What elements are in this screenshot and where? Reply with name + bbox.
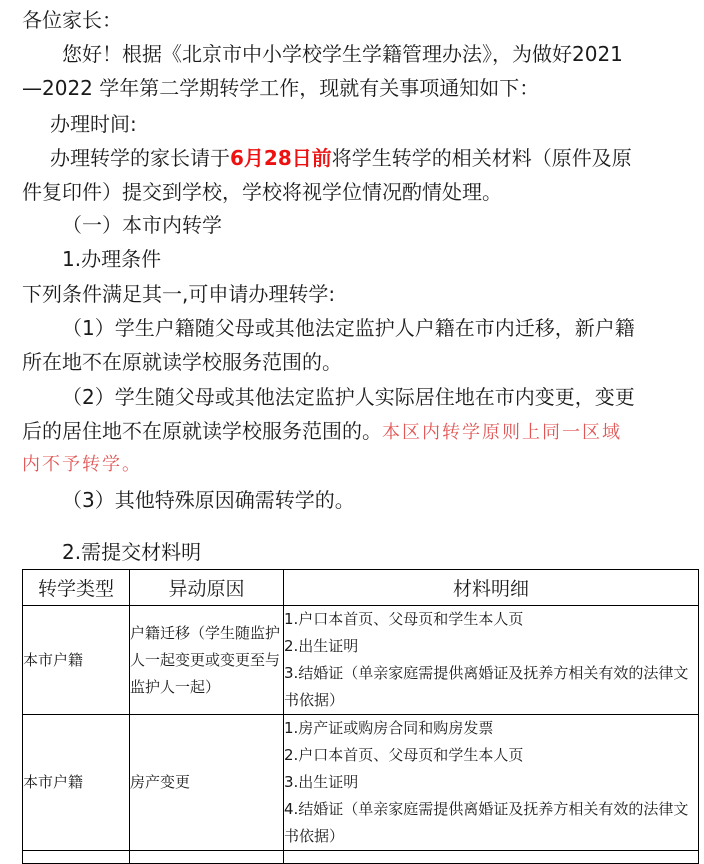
transfer-type-cell: 本市户籍 (23, 606, 130, 715)
table-row (23, 606, 699, 715)
materials-heading: 2.需提交材料明 (62, 540, 202, 564)
condition-2-line-2 (22, 414, 622, 450)
deadline-line-1 (50, 141, 632, 175)
condition-2-note-red: 本区内转学原则上同一区域 (382, 422, 622, 443)
material-item: 3.结婚证（单亲家庭需提供离婚证及抚养方相关有效的法律文书依据） (284, 664, 689, 709)
deadline-suffix: 将学生转学的相关材料（原件及原 (331, 146, 632, 170)
materials-table (22, 569, 699, 864)
condition-1-line-1: （1）学生户籍随父母或其他法定监护人户籍在市内迁移，新户籍 (62, 316, 635, 340)
transfer-type-cell: 本市户籍 (23, 715, 130, 851)
condition-3: （3）其他特殊原因确需转学的。 (62, 488, 355, 512)
material-item: 4.结婚证（单亲家庭需提供离婚证及抚养方相关有效的法律文书依据） (284, 800, 689, 845)
time-heading: 办理时间: (50, 112, 137, 136)
table-row (23, 715, 699, 851)
section1-heading: （一）本市内转学 (62, 213, 222, 237)
change-reason-cell: 户籍迁移（学生随监护人一起变更或变更至与监护人一起） (130, 606, 284, 715)
material-item: 3.出生证明 (284, 773, 359, 791)
deadline-date: 6月28日前 (230, 146, 332, 170)
material-item: 1.房产证或购房合同和购房发票 (284, 719, 494, 737)
table-row-partial (23, 851, 699, 864)
conditions-intro: 下列条件满足其一,可申请办理转学: (22, 282, 336, 306)
table-header-row (23, 570, 699, 606)
condition-2-tail: 后的居住地不在原就读学校服务范围的。 (22, 419, 382, 443)
condition-2-line-1: （2）学生随父母或其他法定监护人实际居住地在市内变更，变更 (62, 385, 635, 409)
deadline-line-2: 件复印件）提交到学校，学校将视学位情况酌情处理。 (22, 180, 502, 204)
condition-2-note-red-cont: 内不予转学。 (22, 454, 142, 475)
material-item: 2.出生证明 (284, 637, 359, 655)
condition-1-line-2: 所在地不在原就读学校服务范围的。 (22, 350, 342, 374)
header-transfer-type: 转学类型 (23, 570, 130, 606)
material-details-cell (284, 715, 699, 851)
header-material-details: 材料明细 (284, 570, 699, 606)
intro-line-2: —2022 学年第二学期转学工作，现就有关事项通知如下： (22, 76, 540, 100)
material-details-cell (284, 606, 699, 715)
material-item: 2.户口本首页、父母页和学生本人页 (284, 746, 524, 764)
intro-line-1: 您好！根据《北京市中小学校学生学籍管理办法》，为做好2021 (62, 42, 623, 66)
deadline-prefix: 办理转学的家长请于 (50, 146, 230, 170)
material-item: 1.户口本首页、父母页和学生本人页 (284, 610, 524, 628)
change-reason-cell: 房产变更 (130, 715, 284, 851)
header-change-reason: 异动原因 (130, 570, 284, 606)
conditions-heading: 1.办理条件 (62, 247, 162, 271)
salutation: 各位家长： (22, 8, 122, 32)
